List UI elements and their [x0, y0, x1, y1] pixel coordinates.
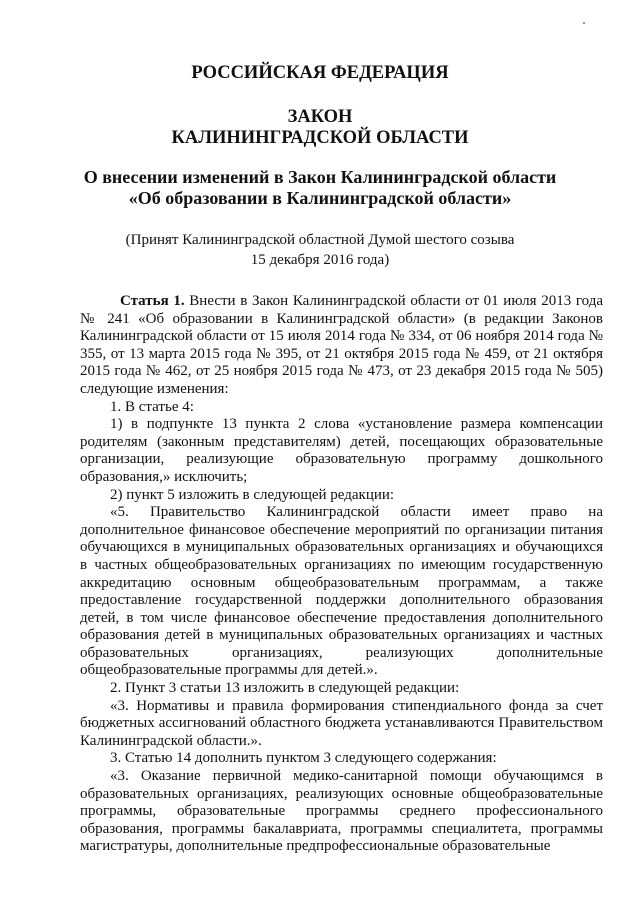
article-text: Внести в Закон Калининградской области от 01 июля 2013 года № 241 «Об образовании в Калининградской области» (в редакции Законов Калининградской области от 15 июля 2014 года № 334, от 06 ноября 2014 года № 355, от 13 марта 2015 года № 395, от 21 октября 2015 года № 459, от 21 октября 2015 года № 462, от 25 ноября 2015 года № 473, от 23 декабря 2015 года № 505) следующие изменения: — [80, 293, 603, 397]
quote-point-3a: «3. Нормативы и правила формирования стипендиального фонда за счет бюджетных ассигнований областного бюджета устанавливаются Правительством Калининградской области.». — [80, 697, 603, 749]
scan-speck — [583, 22, 585, 24]
law-title-line1: О внесении изменений в Закон Калининградской области — [83, 167, 557, 187]
document-body — [80, 293, 603, 856]
doc-type: ЗАКОН — [287, 107, 353, 127]
adoption-note-line2: 15 декабря 2016 года) — [250, 252, 390, 268]
item-1-2: 2) пункт 5 изложить в следующей редакции: — [110, 486, 395, 503]
item-1: 1. В статье 4: — [110, 398, 194, 415]
article-1 — [80, 293, 603, 399]
law-heading — [0, 107, 640, 149]
adoption-note — [0, 230, 640, 270]
item-2: 2. Пункт 3 статьи 13 изложить в следующей редакции: — [110, 680, 460, 697]
region-name: КАЛИНИНГРАДСКОЙ ОБЛАСТИ — [171, 128, 469, 148]
item-1-1: 1) в подпункте 13 пункта 2 слова «установление размера компенсации родителям (законным представителям) детей, посещающих образовательные организации, реализующие образовательную программу дошкольного образования,» исключить; — [80, 416, 603, 485]
item-3: 3. Статью 14 дополнить пунктом 3 следующего содержания: — [110, 750, 497, 767]
law-title-line2: «Об образовании в Калининградской области» — [128, 188, 512, 208]
quote-point-3b: «3. Оказание первичной медико-санитарной помощи обучающимся в образовательных организациях, реализующих основные общеобразовательные программы, образовательные программы среднего профессионального образования, программы бакалавриата, программы специалитета, программы магистратуры, дополнительные предпрофессиональные образовательные — [80, 768, 603, 855]
adoption-note-line1: (Принят Калининградской областной Думой шестого созыва — [125, 232, 515, 248]
article-label: Статья 1. — [120, 293, 185, 309]
country-heading: РОССИЙСКАЯ ФЕДЕРАЦИЯ — [191, 63, 449, 83]
quote-point-5: «5. Правительство Калининградской области имеет право на дополнительное финансовое обеспечение мероприятий по организации питания обучающихся в муниципальных образовательных организациях и обучающихся в частных общеобразовательных организациях по имеющим государственную аккредитацию основным общеобразовательным программам, а также предоставление государственной поддержки дополнительного образования детей, в том числе финансовое обеспечение предоставления дополнительного образования детей в муниципальных образовательных организациях и частных образовательных организациях, реализующих дополнительные общеобразовательные программы для детей.». — [80, 504, 603, 679]
law-title — [0, 167, 640, 209]
